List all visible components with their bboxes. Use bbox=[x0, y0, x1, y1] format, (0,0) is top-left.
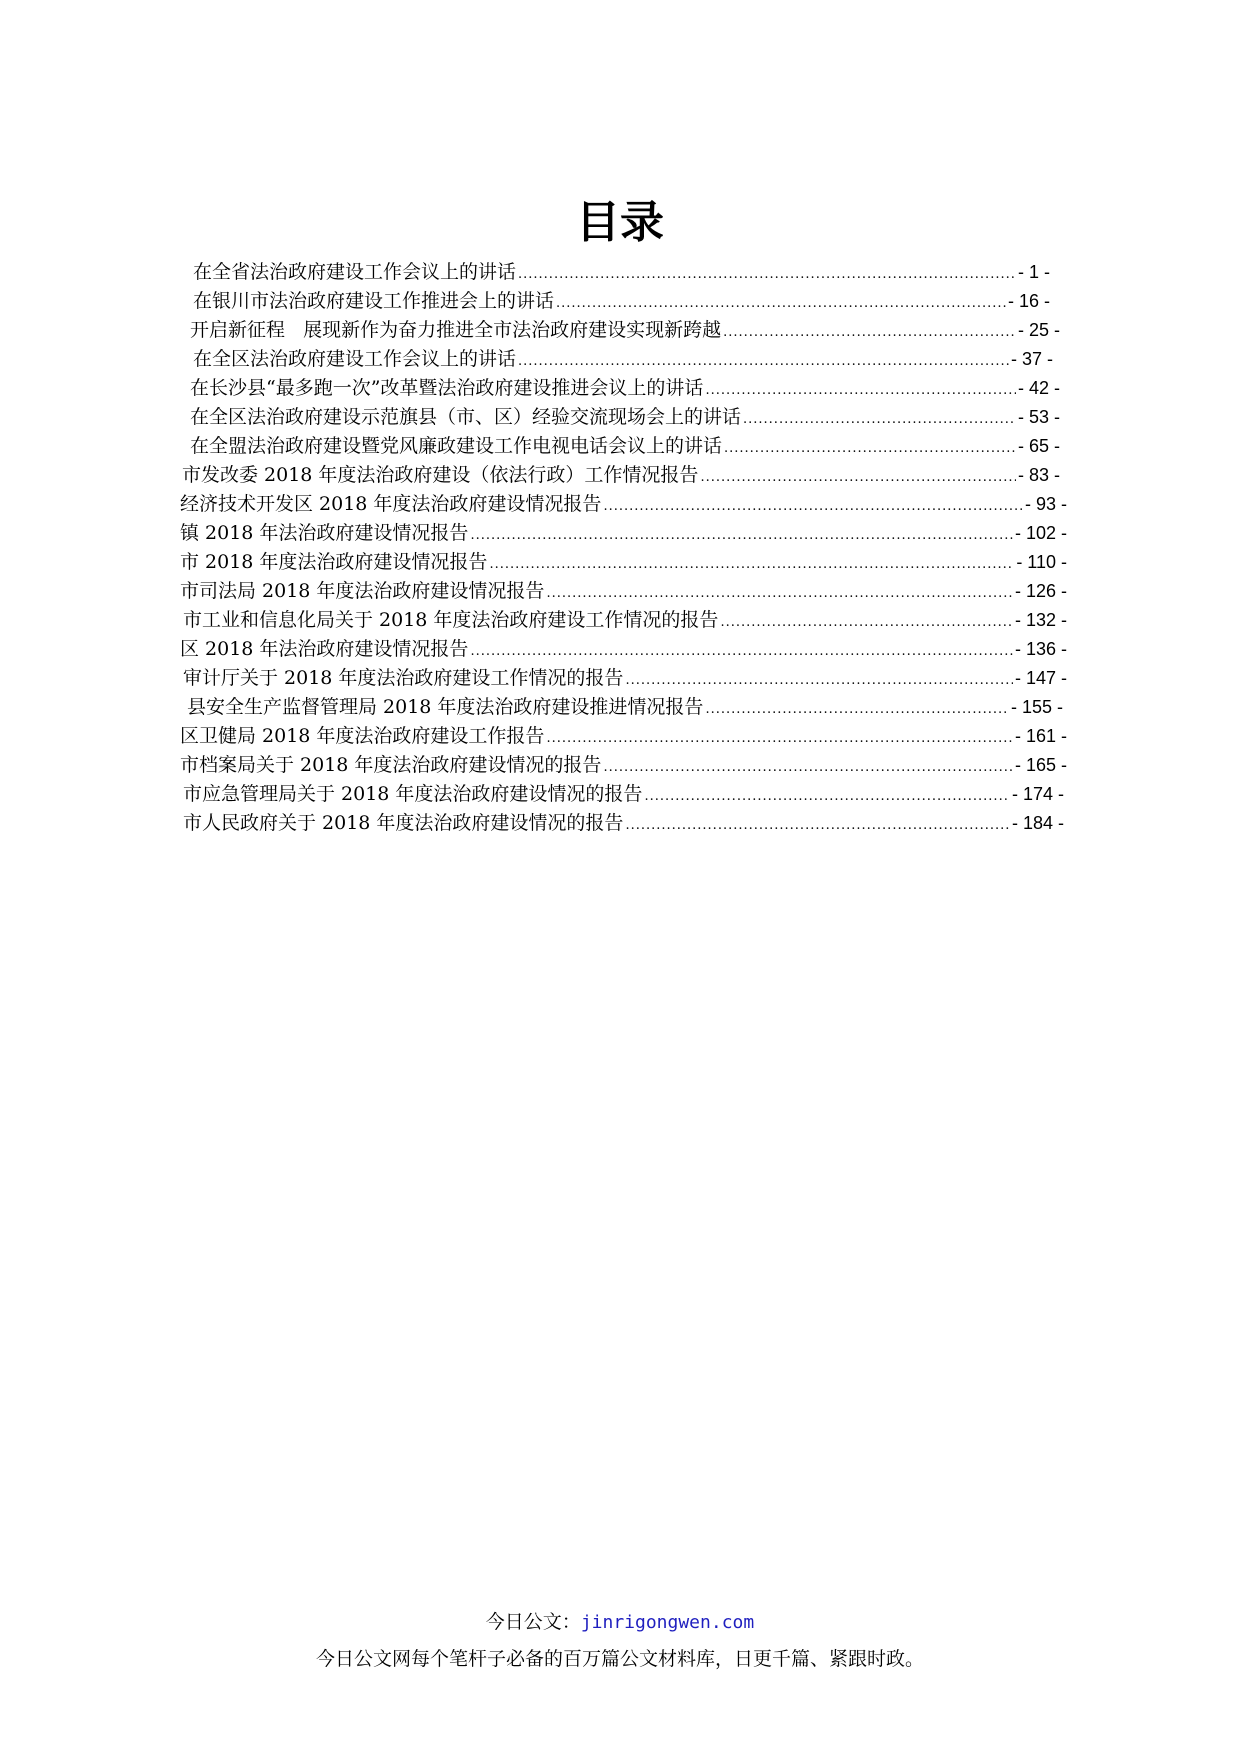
toc-entry[interactable] bbox=[180, 751, 1067, 780]
toc-entry[interactable] bbox=[190, 316, 1060, 345]
toc-page-number: - 25 - bbox=[1017, 320, 1060, 340]
footer-slogan: 今日公文网每个笔杆子必备的百万篇公文材料库，日更千篇、紧跟时政。 bbox=[315, 1648, 924, 1670]
toc-entry-title: 市司法局 2018 年度法治政府建设情况报告 bbox=[180, 580, 545, 602]
toc-leader-dots bbox=[720, 608, 1013, 637]
toc-page-number: - 42 - bbox=[1017, 378, 1060, 398]
toc-entry-title: 市发改委 2018 年度法治政府建设（依法行政）工作情况报告 bbox=[182, 464, 699, 486]
toc-entry[interactable] bbox=[183, 780, 1064, 809]
toc-page-number: - 126 - bbox=[1014, 581, 1067, 601]
toc-entry[interactable] bbox=[190, 403, 1060, 432]
toc-leader-dots bbox=[546, 579, 1013, 608]
toc-entry[interactable] bbox=[180, 519, 1067, 548]
toc-entry-title: 市工业和信息化局关于 2018 年度法治政府建设工作情况的报告 bbox=[183, 609, 719, 631]
toc-page-number: - 37 - bbox=[1010, 349, 1053, 369]
toc-page-number: - 161 - bbox=[1014, 726, 1067, 746]
toc-entry-title: 市应急管理局关于 2018 年度法治政府建设情况的报告 bbox=[183, 783, 643, 805]
toc-entry-title: 在长沙县“最多跑一次”改革暨法治政府建设推进会议上的讲话 bbox=[190, 377, 704, 399]
toc-entry-title: 县安全生产监督管理局 2018 年度法治政府建设推进情况报告 bbox=[187, 696, 704, 718]
toc-leader-dots bbox=[470, 521, 1013, 550]
toc-page-number: - 136 - bbox=[1014, 639, 1067, 659]
toc-leader-dots bbox=[723, 318, 1016, 347]
toc-page-number: - 184 - bbox=[1011, 813, 1064, 833]
toc-entry[interactable] bbox=[193, 287, 1050, 316]
toc-page-number: - 102 - bbox=[1014, 523, 1067, 543]
toc-entry[interactable] bbox=[180, 577, 1067, 606]
toc-entry[interactable] bbox=[183, 606, 1067, 635]
toc-entry[interactable] bbox=[180, 635, 1067, 664]
toc-page-number: - 1 - bbox=[1017, 262, 1050, 282]
toc-page-number: - 93 - bbox=[1024, 494, 1067, 514]
toc-entry[interactable] bbox=[180, 490, 1067, 519]
toc-leader-dots bbox=[644, 782, 1010, 811]
toc-page-number: - 132 - bbox=[1014, 610, 1067, 630]
footer-source bbox=[0, 1608, 1240, 1637]
toc-entry-title: 区卫健局 2018 年度法治政府建设工作报告 bbox=[180, 725, 545, 747]
toc-leader-dots bbox=[556, 289, 1006, 318]
toc-entry-title: 市档案局关于 2018 年度法治政府建设情况的报告 bbox=[180, 754, 602, 776]
toc-entry-title: 在全区法治政府建设示范旗县（市、区）经验交流现场会上的讲话 bbox=[190, 406, 742, 428]
toc-entry-title: 经济技术开发区 2018 年度法治政府建设情况报告 bbox=[180, 493, 602, 515]
toc-leader-dots bbox=[470, 637, 1013, 666]
toc-entry-title: 在全省法治政府建设工作会议上的讲话 bbox=[193, 261, 517, 283]
toc-page-number: - 147 - bbox=[1014, 668, 1067, 688]
toc-page-number: - 53 - bbox=[1017, 407, 1060, 427]
toc-entry-title: 市人民政府关于 2018 年度法治政府建设情况的报告 bbox=[183, 812, 624, 834]
toc-entry-title: 审计厅关于 2018 年度法治政府建设工作情况的报告 bbox=[183, 667, 624, 689]
toc-leader-dots bbox=[546, 724, 1013, 753]
toc-entry[interactable] bbox=[190, 374, 1060, 403]
toc-entry[interactable] bbox=[187, 693, 1063, 722]
toc-page-number: - 110 - bbox=[1016, 552, 1067, 572]
toc-page-number: - 174 - bbox=[1011, 784, 1064, 804]
toc-entry-title: 镇 2018 年法治政府建设情况报告 bbox=[180, 522, 469, 544]
toc-leader-dots bbox=[743, 405, 1016, 434]
toc-leader-dots bbox=[518, 347, 1009, 376]
toc-page-number: - 16 - bbox=[1007, 291, 1050, 311]
toc-entry[interactable] bbox=[180, 722, 1067, 751]
toc-leader-dots bbox=[603, 492, 1023, 521]
toc-entry[interactable] bbox=[182, 461, 1060, 490]
toc-leader-dots bbox=[489, 550, 1014, 579]
footer-url-link[interactable]: jinrigongwen.com bbox=[580, 1612, 755, 1633]
footer-label: 今日公文： bbox=[485, 1611, 581, 1633]
toc-leader-dots bbox=[705, 695, 1009, 724]
toc-entry[interactable] bbox=[183, 809, 1064, 838]
toc-entry-title: 开启新征程 展现新作为奋力推进全市法治政府建设实现新跨越 bbox=[190, 319, 722, 341]
toc-page-number: - 165 - bbox=[1014, 755, 1067, 775]
toc-entry-title: 在全盟法治政府建设暨党风廉政建设工作电视电话会议上的讲话 bbox=[190, 435, 723, 457]
toc-leader-dots bbox=[625, 811, 1010, 840]
toc-entry[interactable] bbox=[193, 258, 1050, 287]
toc-entry-title: 区 2018 年法治政府建设情况报告 bbox=[180, 638, 469, 660]
page-title: 目录 bbox=[576, 197, 664, 248]
toc-entry[interactable] bbox=[180, 548, 1067, 577]
toc-entry-title: 在银川市法治政府建设工作推进会上的讲话 bbox=[193, 290, 555, 312]
toc-leader-dots bbox=[625, 666, 1013, 695]
toc-page-number: - 83 - bbox=[1017, 465, 1060, 485]
toc-leader-dots bbox=[603, 753, 1013, 782]
toc-page-number: - 65 - bbox=[1017, 436, 1060, 456]
toc-leader-dots bbox=[705, 376, 1016, 405]
toc-entry-title: 市 2018 年度法治政府建设情况报告 bbox=[180, 551, 488, 573]
toc-page-number: - 155 - bbox=[1010, 697, 1063, 717]
toc-leader-dots bbox=[700, 463, 1016, 492]
toc-entry[interactable] bbox=[183, 664, 1067, 693]
toc-entry[interactable] bbox=[193, 345, 1053, 374]
toc-entry[interactable] bbox=[190, 432, 1060, 461]
toc-leader-dots bbox=[724, 434, 1016, 463]
toc-entry-title: 在全区法治政府建设工作会议上的讲话 bbox=[193, 348, 517, 370]
toc-leader-dots bbox=[518, 260, 1016, 289]
